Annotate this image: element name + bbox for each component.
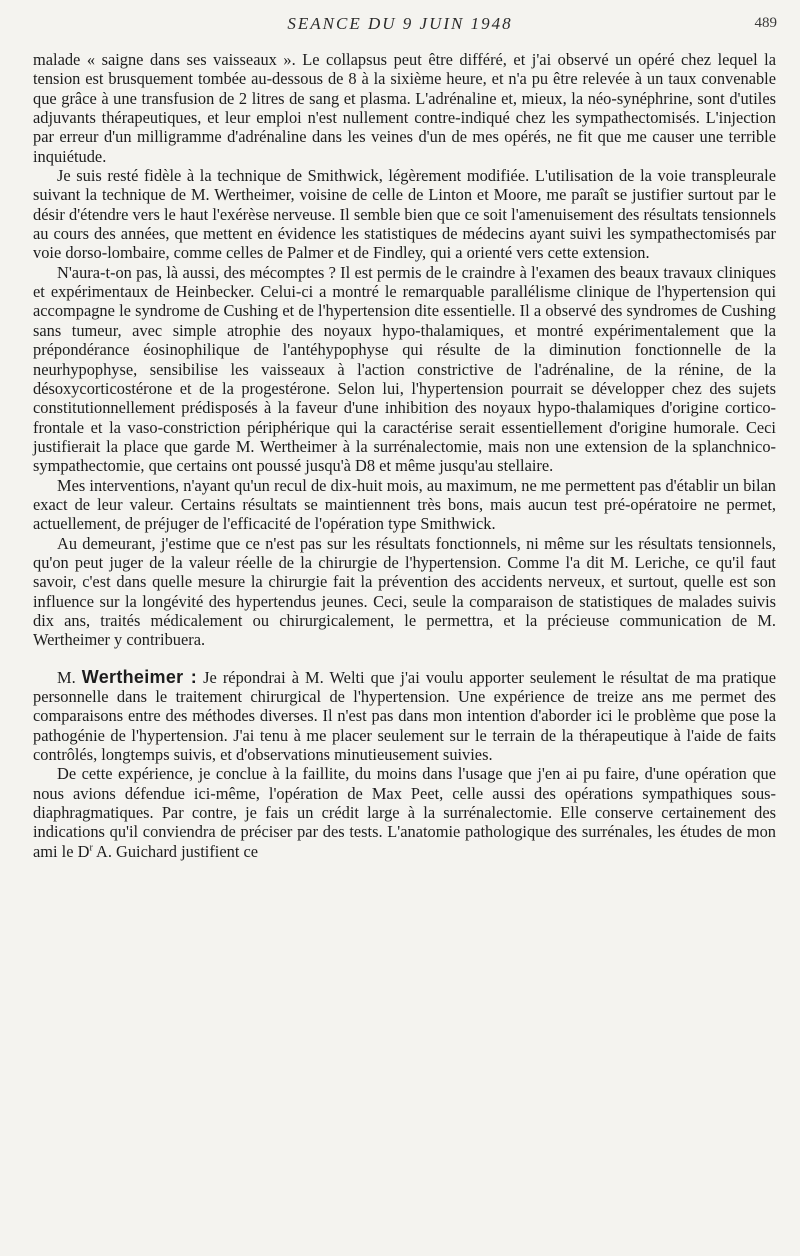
paragraph-4: Mes interventions, n'ayant qu'un recul de dix-huit mois, au maximum, ne me permettent pas d'établir un bilan exact de leur valeur. Certains résultats se maintiennent très bons, mais aucun test pré-opératoire ne permet, actuellement, de préjuger de l'efficacité de l'opération type Smithwick. — [33, 475, 776, 534]
paragraph-3: N'aura-t-on pas, là aussi, des mécomptes ? Il est permis de le craindre à l'examen des beaux travaux cliniques et expérimentaux de Heinbecker. Celui-ci a montré le remarquable parallélisme clinique de l'hypertension qui accompagne le syndrome de Cushing et de l'hypertension dite essentielle. Il a observé des syndromes de Cushing sans tumeur, avec simple atrophie des noyaux hypo-thalamiques, et montré expérimentalement que la prépondérance éosinophilique de l'antéhypophyse qui résulte de la diminution fonctionnelle de la neurhypophyse, sensibilise les vaisseaux à l'action constrictive de l'adrénaline, de la rénine, de la désoxycorticostérone et de la progestérone. Selon lui, l'hypertension pourrait se développer chez des sujets constitutionnellement prédisposés à la faveur d'une inhibition des noyaux hypo-thalamiques d'origine cortico-frontale et la vaso-constriction périphérique qui la caractérise serait essentiellement d'origine humorale. Ceci justifierait la place que garde M. Wertheimer à la surrénalectomie, mais non une extension de la splanchnico-sympathectomie, que certains ont poussé jusqu'à D8 et même jusqu'au stellaire. — [33, 262, 776, 476]
paragraph-6 — [33, 668, 776, 765]
paragraph-7-tail: A. Guichard justifient ce — [92, 841, 259, 861]
running-header — [0, 14, 800, 40]
speaker-name: Wertheimer : — [81, 666, 198, 687]
page-number: 489 — [754, 15, 777, 31]
doctor-abbrev-superscript: r — [89, 842, 93, 854]
running-title: SEANCE DU 9 JUIN 1948 — [287, 14, 513, 33]
paragraph-7-text: De cette expérience, je conclue à la faillite, du moins dans l'usage que j'en ai pu faire, d'une opération que nous avions défendue ici-même, l'opération de Max Peet, celle aussi des opérations sympathiques sous-diaphragmatiques. Par contre, je fais un crédit large à la surrénalectomie. Elle conserve certainement des indications qu'il conviendra de préciser par des tests. L'anatomie pathologique des surrénales, les études de mon ami le D — [33, 764, 776, 861]
paragraph-7 — [33, 764, 776, 861]
body-text — [33, 50, 776, 861]
paragraph-2: Je suis resté fidèle à la technique de Smithwick, légèrement modifiée. L'utilisation de la voie transpleurale suivant la technique de M. Wertheimer, voisine de celle de Linton et Moore, me paraît se justifier surtout par le désir d'étendre vers le haut l'exérèse nerveuse. Il semble bien que ce soit l'amenuisement des résultats tensionnels au cours des années, que mettent en évidence les statistiques de médecins ayant suivi les sympathectomisés par voie dorso-lombaire, comme celles de Palmer et de Findley, qui a orienté vers cette extension. — [33, 166, 776, 263]
speaker-prefix: M. — [57, 667, 76, 687]
paragraph-1: malade « saigne dans ses vaisseaux ». Le collapsus peut être différé, et j'ai observé un opéré chez lequel la tension est brusquement tombée au-dessous de 8 à la sixième heure, et n'a pu être relevée à un taux convenable que grâce à une transfusion de 2 litres de sang et plasma. L'adrénaline et, mieux, la néo-synéphrine, sont d'utiles adjuvants thérapeutiques, et leur emploi n'est nullement contre-indiqué chez les sympathectomisés. L'injection par erreur d'un milligramme d'adrénaline dans les veines d'un de mes opérés, ne fit que me causer une terrible inquiétude. — [33, 50, 776, 166]
paragraph-6-text: Je répondrai à M. Welti que j'ai voulu apporter seulement le résultat de ma pratique personnelle dans le traitement chirurgical de l'hypertension. Une expérience de treize ans me permet des comparaisons entre des méthodes diverses. Il n'est pas dans mon intention d'aborder ici le problème que pose la pathogénie de l'hypertension. J'ai tenu à me placer seulement sur le terrain de la thérapeutique à l'aide de faits contrôlés, longtemps suivis, et d'observations minutieusement suivies. — [33, 667, 776, 765]
paragraph-5: Au demeurant, j'estime que ce n'est pas sur les résultats fonctionnels, ni même sur les résultats tensionnels, qu'on peut juger de la valeur réelle de la chirurgie de l'hypertension. Comme l'a dit M. Leriche, ce qu'il faut savoir, c'est dans quelle mesure la chirurgie fait la prévention des accidents nerveux, et surtout, quelle est son influence sur la longévité des hypertendus jeunes. Ceci, seule la comparaison de statistiques de malades suivis dix ans, traités médicalement ou chirurgicalement, le permettra, et la précieuse communication de M. Wertheimer y contribuera. — [33, 533, 776, 650]
